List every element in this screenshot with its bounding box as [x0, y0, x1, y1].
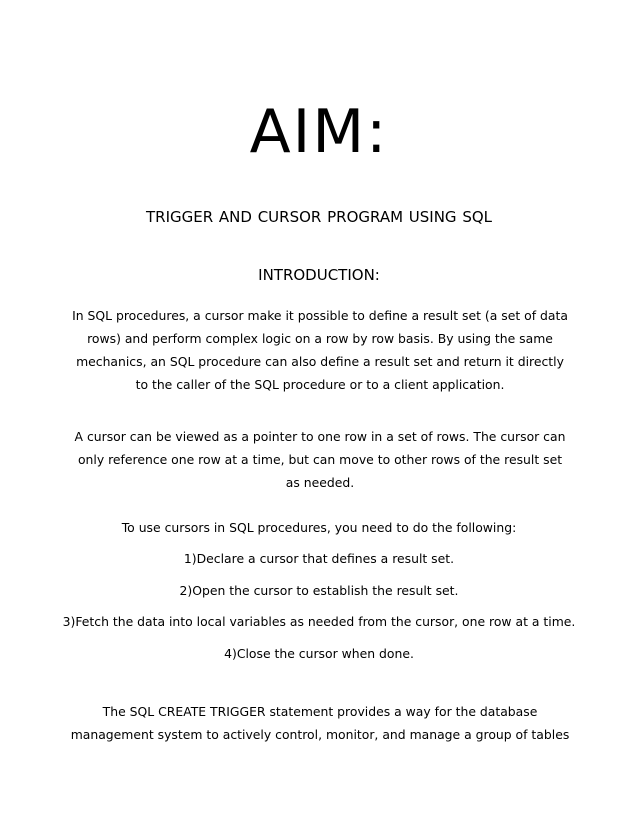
document-title: TRIGGER AND CURSOR PROGRAM USING SQL — [145, 208, 493, 226]
section-heading: INTRODUCTION: — [258, 266, 380, 284]
step-item: 1)Declare a cursor that defines a result set. — [183, 551, 455, 566]
step-item: 2)Open the cursor to establish the result set. — [179, 583, 459, 598]
step-item: 4)Close the cursor when done. — [224, 646, 414, 661]
trigger-paragraph: The SQL CREATE TRIGGER statement provides a way for the database management system to actively control, monitor, and manage a group of tables — [70, 704, 570, 742]
intro-paragraph-2: A cursor can be viewed as a pointer to one row in a set of rows. The cursor can only reference one row at a time, but can move to other rows of the result set as needed. — [74, 429, 566, 490]
step-item: 3)Fetch the data into local variables as needed from the cursor, one row at a time. — [62, 614, 576, 629]
page-heading: AIM: — [249, 97, 389, 167]
steps-intro: To use cursors in SQL procedures, you need to do the following: — [121, 520, 517, 535]
intro-paragraph-1: In SQL procedures, a cursor make it possible to define a result set (a set of data rows) and perform complex logic on a row by row basis. By using the same mechanics, an SQL procedure can also define a result set and return it directly to the caller of the SQL procedure or to a client application. — [72, 308, 568, 392]
